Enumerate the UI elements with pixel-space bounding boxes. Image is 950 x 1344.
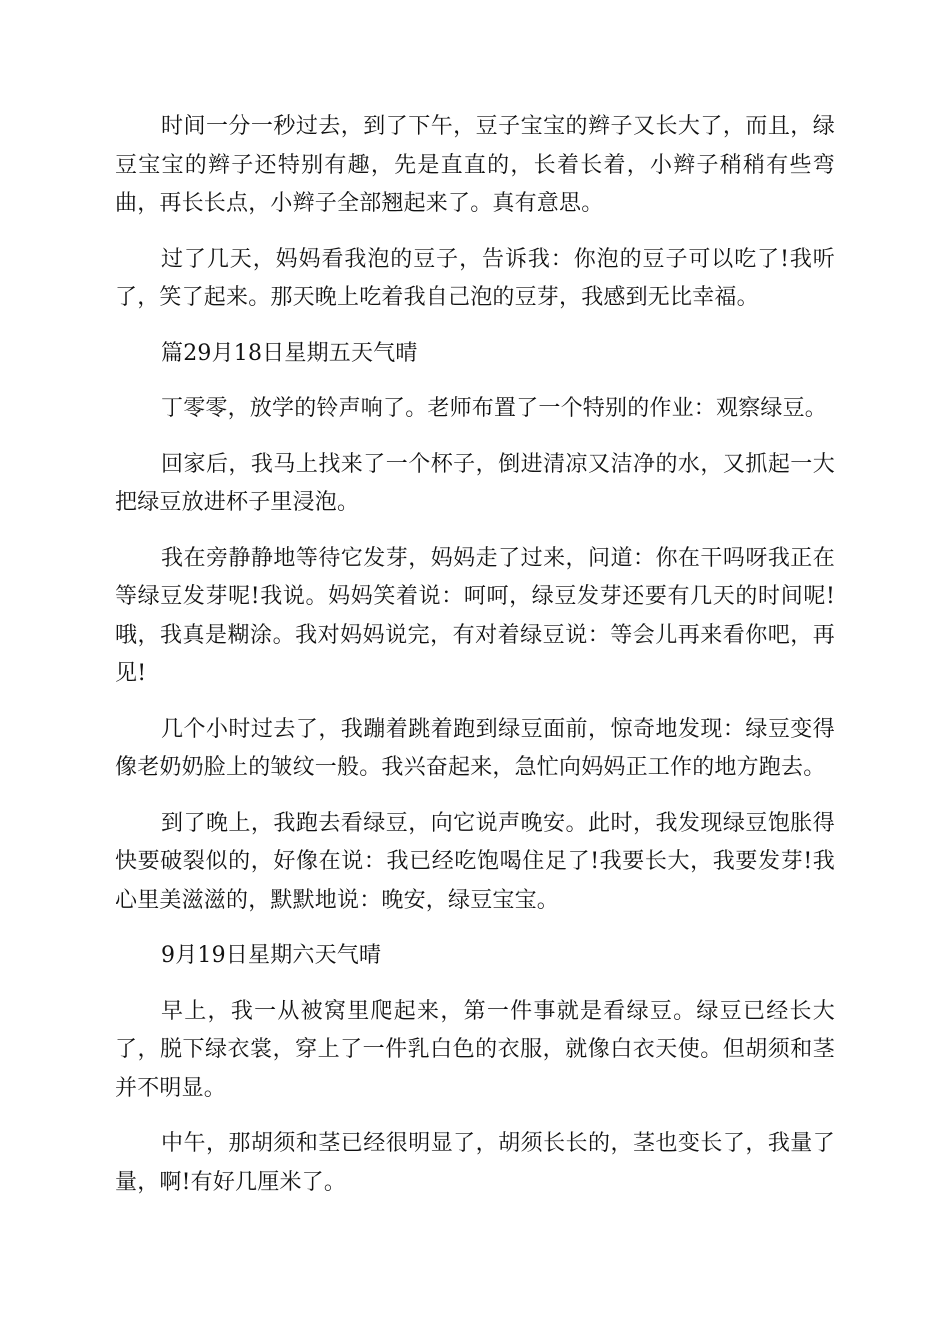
paragraph-3: 丁零零，放学的铃声响了。老师布置了一个特别的作业：观察绿豆。 <box>161 396 828 421</box>
paragraph-6: 几个小时过去了，我蹦着跳着跑到绿豆面前，惊奇地发现：绿豆变得像老奶奶脸上的皱纹一般。我兴奋起来，急忙向妈妈正工作的地方跑去。 <box>115 716 835 780</box>
paragraph-9: 中午，那胡须和茎已经很明显了，胡须长长的，茎也变长了，我量了量，啊!有好几厘米了。 <box>115 1131 835 1195</box>
paragraph-2: 过了几天，妈妈看我泡的豆子，告诉我：你泡的豆子可以吃了!我听了，笑了起来。那天晚上吃着我自己泡的豆芽，我感到无比幸福。 <box>115 246 835 310</box>
paragraph-1: 时间一分一秒过去，到了下午，豆子宝宝的辫子又长大了，而且，绿豆宝宝的辫子还特别有趣，先是直直的，长着长着，小辫子稍稍有些弯曲，再长长点，小辫子全部翘起来了。真有意思。 <box>115 114 835 216</box>
paragraph-4: 回家后，我马上找来了一个杯子，倒进清凉又洁净的水，又抓起一大把绿豆放进杯子里浸泡。 <box>115 451 835 515</box>
diary-heading-sept-18: 篇29月18日星期五天气晴 <box>161 340 418 366</box>
paragraph-7: 到了晚上，我跑去看绿豆，向它说声晚安。此时，我发现绿豆饱胀得快要破裂似的，好像在说：我已经吃饱喝住足了!我要长大，我要发芽!我心里美滋滋的，默默地说：晚安，绿豆宝宝。 <box>115 810 835 913</box>
paragraph-5: 我在旁静静地等待它发芽，妈妈走了过来，问道：你在干吗呀我正在等绿豆发芽呢!我说。妈妈笑着说：呵呵，绿豆发芽还要有几天的时间呢!哦，我真是糊涂。我对妈妈说完，有对着绿豆说：等会儿再来看你吧，再见! <box>115 545 835 686</box>
diary-heading-sept-19: 9月19日星期六天气晴 <box>161 943 382 968</box>
document-body <box>115 108 835 1219</box>
paragraph-8: 早上，我一从被窝里爬起来，第一件事就是看绿豆。绿豆已经长大了，脱下绿衣裳，穿上了一件乳白色的衣服，就像白衣天使。但胡须和茎并不明显。 <box>115 998 835 1101</box>
